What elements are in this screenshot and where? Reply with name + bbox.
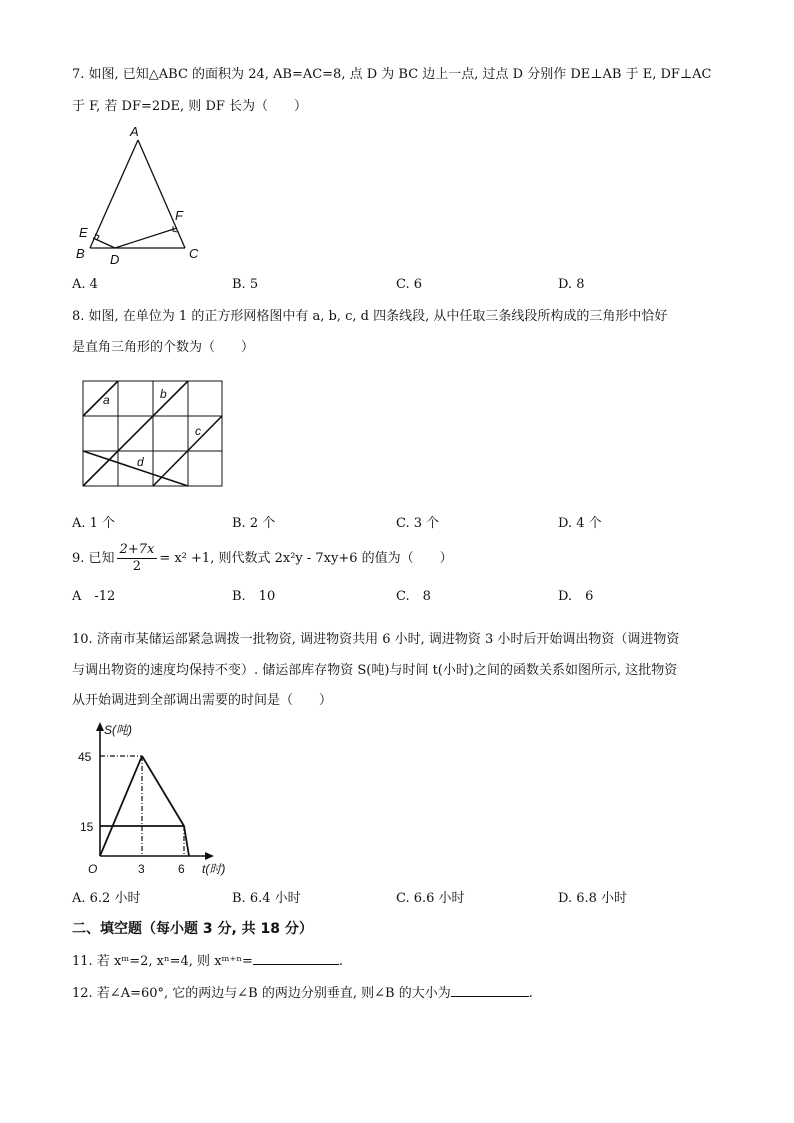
q10-option-b: B. 6.4 小时: [232, 891, 301, 906]
q9-fraction-denominator: 2: [132, 559, 142, 574]
label-seg-b: b: [160, 387, 167, 401]
segment-a: [83, 381, 118, 416]
q8-grid-figure: [82, 380, 224, 488]
q9-line: [72, 540, 453, 578]
q9-option-b: B. 10: [232, 589, 276, 604]
y-axis-label: S(吨): [104, 723, 132, 737]
q11-text: 11. 若 xᵐ=2, xⁿ=4, 则 xᵐ⁺ⁿ=: [72, 954, 253, 969]
label-seg-c: c: [195, 424, 201, 438]
q10-option-a: A. 6.2 小时: [72, 891, 141, 906]
x-axis-label: t(时): [202, 862, 226, 876]
x-axis-arrow: [205, 852, 214, 860]
q12-end: .: [528, 986, 533, 1001]
q7-triangle-figure: [72, 124, 202, 268]
label-b: B: [76, 246, 85, 261]
label-e: E: [79, 225, 88, 240]
q8-option-c: C. 3 个: [396, 516, 440, 531]
stock-line: [142, 756, 189, 856]
q9-fraction-numerator: 2+7x: [117, 542, 158, 559]
q10-graph: [72, 718, 242, 882]
inflow-line: [100, 756, 142, 856]
side-ac: [138, 140, 185, 248]
q7-line2: 于 F, 若 DF=2DE, 则 DF 长为（ ）: [72, 99, 308, 114]
q7-option-d: D. 8: [558, 277, 585, 292]
q7-line1: 7. 如图, 已知△ABC 的面积为 24, AB=AC=8, 点 D 为 BC 边上一点, 过点 D 分别作 DE⊥AB 于 E, DF⊥AC: [72, 67, 712, 82]
segment-df: [115, 228, 177, 248]
q9-option-d: D. 6: [558, 589, 594, 604]
origin-label: O: [88, 862, 98, 876]
q7-option-a: A. 4: [72, 277, 98, 292]
x-tick-6: 6: [178, 862, 185, 876]
q12-answer-blank[interactable]: [451, 984, 529, 997]
q10-option-c: C. 6.6 小时: [396, 891, 465, 906]
label-a: A: [130, 124, 139, 139]
y-tick-15: 15: [80, 820, 94, 834]
side-ab: [90, 140, 138, 248]
x-tick-3: 3: [138, 862, 145, 876]
q10-line3: 从开始调进到全部调出需要的时间是（ ）: [72, 693, 333, 708]
label-c: C: [189, 246, 199, 261]
label-seg-d: d: [137, 455, 144, 469]
label-d: D: [110, 252, 120, 267]
q8-option-b: B. 2 个: [232, 516, 276, 531]
q9-prefix: 9. 已知: [72, 551, 115, 566]
q12-line: [72, 984, 533, 1003]
q10-line1: 10. 济南市某储运部紧急调拨一批物资, 调进物资共用 6 小时, 调进物资 3 小时后开始调出物资（调进物资: [72, 632, 680, 647]
y-axis-arrow: [96, 722, 104, 731]
segment-d: [83, 451, 188, 486]
q12-text: 12. 若∠A=60°, 它的两边与∠B 的两边分别垂直, 则∠B 的大小为: [72, 986, 451, 1001]
label-f: F: [175, 208, 183, 223]
segment-de: [93, 238, 115, 248]
q8-option-d: D. 4 个: [558, 516, 602, 531]
q9-option-a: A -12: [72, 589, 116, 604]
q9-equation-rest: = x² +1, 则代数式 2x²y - 7xy+6 的值为（ ）: [159, 551, 453, 566]
section2-title: 二、填空题（每小题 3 分, 共 18 分）: [72, 921, 313, 937]
q8-line2: 是直角三角形的个数为（ ）: [72, 340, 255, 355]
q11-answer-blank[interactable]: [253, 952, 339, 965]
q11-line: [72, 952, 343, 971]
q7-option-c: C. 6: [396, 277, 423, 292]
y-tick-45: 45: [78, 750, 92, 764]
label-seg-a: a: [103, 393, 110, 407]
q8-line1: 8. 如图, 在单位为 1 的正方形网格图中有 a, b, c, d 四条线段, 从中任取三条线段所构成的三角形中恰好: [72, 309, 668, 324]
q11-end: .: [338, 954, 344, 969]
q8-option-a: A. 1 个: [72, 516, 116, 531]
q10-option-d: D. 6.8 小时: [558, 891, 628, 906]
q9-option-c: C. 8: [396, 589, 431, 604]
q7-option-b: B. 5: [232, 277, 259, 292]
q10-line2: 与调出物资的速度均保持不变）. 储运部库存物资 S(吨)与时间 t(小时)之间的函数关系如图所示, 这批物资: [72, 663, 678, 678]
segment-b: [83, 381, 188, 486]
q9-fraction: [117, 542, 158, 575]
